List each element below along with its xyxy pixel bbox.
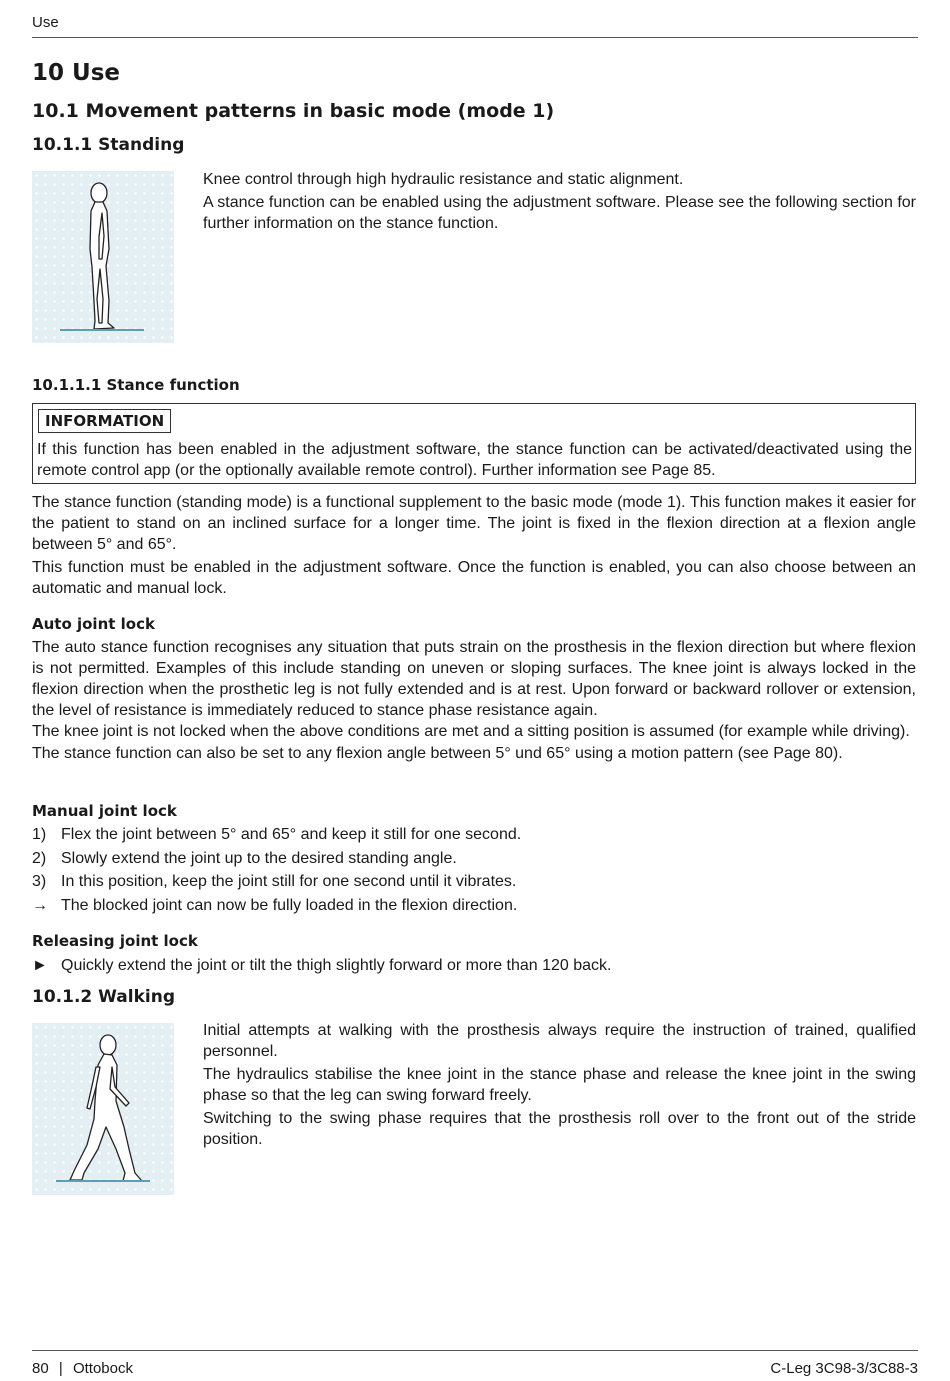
release-step bbox=[32, 955, 916, 977]
triangle-bullet-icon: ► bbox=[32, 957, 48, 974]
manual-step bbox=[32, 848, 916, 870]
stance-function-text bbox=[32, 492, 916, 599]
information-label: INFORMATION bbox=[38, 409, 171, 433]
manual-lock-steps bbox=[32, 824, 916, 920]
manual-lock-heading: Manual joint lock bbox=[32, 802, 177, 820]
walking-person-illustration bbox=[32, 1023, 174, 1195]
step-text: The blocked joint can now be fully loaded in the flexion direction. bbox=[61, 897, 518, 914]
auto-lock-paragraph: The stance function can also be set to any flexion angle between 5° und 65° using a motion pattern (see Page 80). bbox=[32, 745, 843, 762]
information-text: If this function has been enabled in the adjustment software, the stance function can be activated/deactivated using the remote control app (or the optionally available remote control). Further information see Page 85. bbox=[37, 441, 912, 479]
product-name: C-Leg 3C98-3/3C88-3 bbox=[770, 1360, 918, 1377]
manual-result bbox=[32, 895, 916, 917]
arrow-right-icon: → bbox=[32, 897, 48, 914]
walking-text bbox=[203, 1020, 916, 1150]
step-text: Flex the joint between 5° and 65° and keep it still for one second. bbox=[61, 826, 522, 843]
walking-paragraph: Initial attempts at walking with the prosthesis always require the instruction of trained, qualified personnel. bbox=[203, 1022, 916, 1060]
information-box bbox=[32, 403, 916, 484]
stance-function-heading: 10.1.1.1 Stance function bbox=[32, 376, 240, 394]
stance-paragraph: This function must be enabled in the adjustment software. Once the function is enabled, you can also choose between an automatic and manual lock. bbox=[32, 559, 916, 597]
stance-paragraph: The stance function (standing mode) is a functional supplement to the basic mode (mode 1). This function makes it easier for the patient to stand on an inclined surface for a longer time. The joint is fixed in the flexion direction at a flexion angle between 5° and 65°. bbox=[32, 494, 916, 553]
release-lock-heading: Releasing joint lock bbox=[32, 932, 198, 950]
walking-paragraph: The hydraulics stabilise the knee joint in the stance phase and release the knee joint in the swing phase so that the leg can swing forward freely. bbox=[203, 1066, 916, 1104]
manual-step bbox=[32, 871, 916, 893]
standing-paragraph: A stance function can be enabled using the adjustment software. Please see the following section for further information on the stance function. bbox=[203, 194, 916, 232]
step-marker: 3) bbox=[32, 873, 47, 890]
running-header: Use bbox=[32, 14, 59, 31]
standing-paragraph: Knee control through high hydraulic resistance and static alignment. bbox=[203, 171, 684, 188]
auto-lock-paragraph: The knee joint is not locked when the above conditions are met and a sitting position is assumed (for example while driving). bbox=[32, 723, 910, 740]
standing-figure bbox=[32, 171, 174, 343]
auto-lock-heading: Auto joint lock bbox=[32, 615, 155, 633]
auto-lock-text bbox=[32, 637, 916, 764]
step-marker: 1) bbox=[32, 826, 47, 843]
auto-lock-paragraph: The auto stance function recognises any situation that puts strain on the prosthesis in the flexion direction but where flexion is not permitted. Examples of this include standing on uneven or sloping surfaces. The knee joint is always locked in the flexion direction when the prosthetic leg is not fully extended and is at rest. Upon forward or backward rollover or extension, the level of resistance is immediately reduced to stance phase resistance again. bbox=[32, 639, 916, 719]
header-rule bbox=[32, 37, 918, 38]
release-text: Quickly extend the joint or tilt the thigh slightly forward or more than 120 back. bbox=[61, 957, 612, 974]
footer-separator: | bbox=[58, 1360, 63, 1377]
step-text: In this position, keep the joint still for one second until it vibrates. bbox=[61, 873, 517, 890]
brand-name: Ottobock bbox=[72, 1360, 133, 1377]
step-marker: 2) bbox=[32, 850, 47, 867]
footer-rule bbox=[32, 1350, 918, 1351]
walking-figure bbox=[32, 1023, 174, 1195]
walking-paragraph: Switching to the swing phase requires that the prosthesis roll over to the front out of the stride position. bbox=[203, 1110, 916, 1148]
manual-step bbox=[32, 824, 916, 846]
standing-heading: 10.1.1 Standing bbox=[32, 135, 185, 155]
footer-left bbox=[32, 1360, 133, 1377]
chapter-heading: 10 Use bbox=[32, 60, 120, 86]
standing-person-illustration bbox=[32, 171, 174, 343]
page-number: 80 bbox=[32, 1360, 49, 1377]
step-text: Slowly extend the joint up to the desired standing angle. bbox=[61, 850, 457, 867]
walking-heading: 10.1.2 Walking bbox=[32, 987, 175, 1007]
section-heading: 10.1 Movement patterns in basic mode (mode 1) bbox=[32, 100, 555, 122]
standing-text bbox=[203, 169, 916, 234]
